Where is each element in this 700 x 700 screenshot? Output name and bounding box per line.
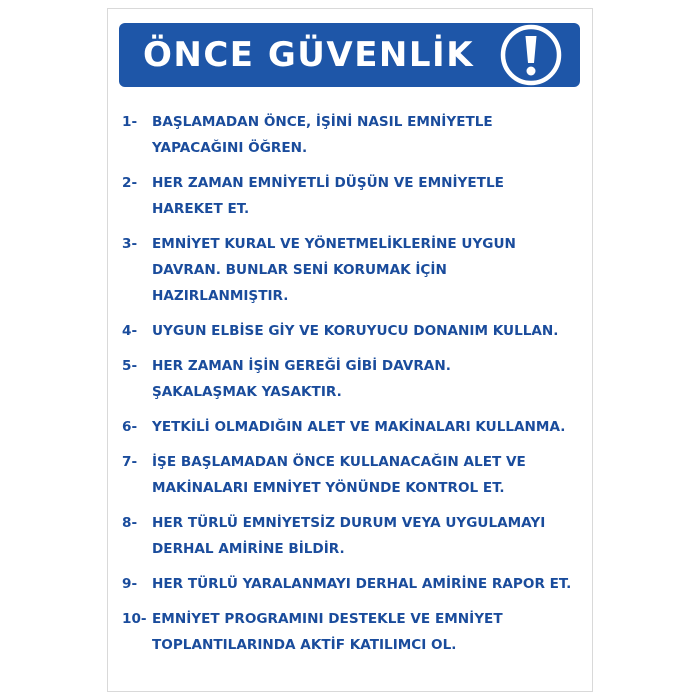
rule-text-line: EMNİYET KURAL VE YÖNETMELİKLERİNE UYGUN [152, 236, 516, 252]
rule-text-line: TOPLANTILARINDA AKTİF KATILIMCI OL. [152, 637, 457, 653]
rule-text-line: ŞAKALAŞMAK YASAKTIR. [152, 384, 342, 400]
rule-text-line: BAŞLAMADAN ÖNCE, İŞİNİ NASIL EMNİYETLE [152, 114, 493, 130]
rule-text-line: EMNİYET PROGRAMINI DESTEKLE VE EMNİYET [152, 611, 503, 627]
sign-title: ÖNCE GÜVENLİK [143, 35, 475, 75]
rule-text-line: HAZIRLANMIŞTIR. [152, 288, 289, 304]
rule-text-line: UYGUN ELBİSE GİY VE KORUYUCU DONANIM KULLAN. [152, 323, 559, 339]
rule-text-line: İŞE BAŞLAMADAN ÖNCE KULLANACAĞIN ALET VE [152, 454, 526, 470]
rule-text [150, 449, 588, 501]
rule-text-line: DAVRAN. BUNLAR SENİ KORUMAK İÇİN [152, 262, 447, 278]
rule-text-line: DERHAL AMİRİNE BİLDİR. [152, 541, 345, 557]
rule-text-line: HER TÜRLÜ EMNİYETSİZ DURUM VEYA UYGULAMAYI [152, 515, 546, 531]
rule-number: 9- [122, 576, 138, 592]
rule-text-line: HER TÜRLÜ YARALANMAYI DERHAL AMİRİNE RAPOR ET. [152, 576, 572, 592]
rule-item [122, 231, 588, 309]
rule-text [150, 414, 588, 440]
rule-number: 7- [122, 454, 138, 470]
exclamation-circle-icon [487, 23, 575, 87]
rule-text-line: MAKİNALARI EMNİYET YÖNÜNDE KONTROL ET. [152, 480, 505, 496]
rule-number: 6- [122, 419, 138, 435]
rule-item [122, 606, 588, 658]
sign-header-banner [119, 23, 580, 87]
rule-text [150, 510, 588, 562]
rule-text [150, 231, 588, 309]
rule-item [122, 571, 588, 597]
rule-text-line: YETKİLİ OLMADIĞIN ALET VE MAKİNALARI KULLANMA. [152, 419, 566, 435]
rule-item [122, 109, 588, 161]
rule-number: 1- [122, 114, 138, 130]
rule-item [122, 170, 588, 222]
rule-number: 4- [122, 323, 138, 339]
safety-sign [107, 8, 593, 692]
rule-item [122, 414, 588, 440]
rule-item [122, 318, 588, 344]
rule-text [150, 109, 588, 161]
rule-number: 5- [122, 358, 138, 374]
rule-number: 2- [122, 175, 138, 191]
rule-text-line: YAPACAĞINI ÖĞREN. [152, 140, 308, 156]
rule-item [122, 510, 588, 562]
rule-text-line: HAREKET ET. [152, 201, 250, 217]
rule-text [150, 318, 588, 344]
rule-text [150, 606, 588, 658]
rule-text [150, 170, 588, 222]
rule-number: 8- [122, 515, 138, 531]
rule-text-line: HER ZAMAN EMNİYETLİ DÜŞÜN VE EMNİYETLE [152, 175, 504, 191]
rule-text [150, 571, 588, 597]
rule-item [122, 353, 588, 405]
rule-item [122, 449, 588, 501]
rule-number: 10- [122, 611, 147, 627]
rule-text [150, 353, 588, 405]
safety-rules-list [122, 109, 588, 667]
rule-number: 3- [122, 236, 138, 252]
rule-text-line: HER ZAMAN İŞİN GEREĞİ GİBİ DAVRAN. [152, 358, 451, 374]
